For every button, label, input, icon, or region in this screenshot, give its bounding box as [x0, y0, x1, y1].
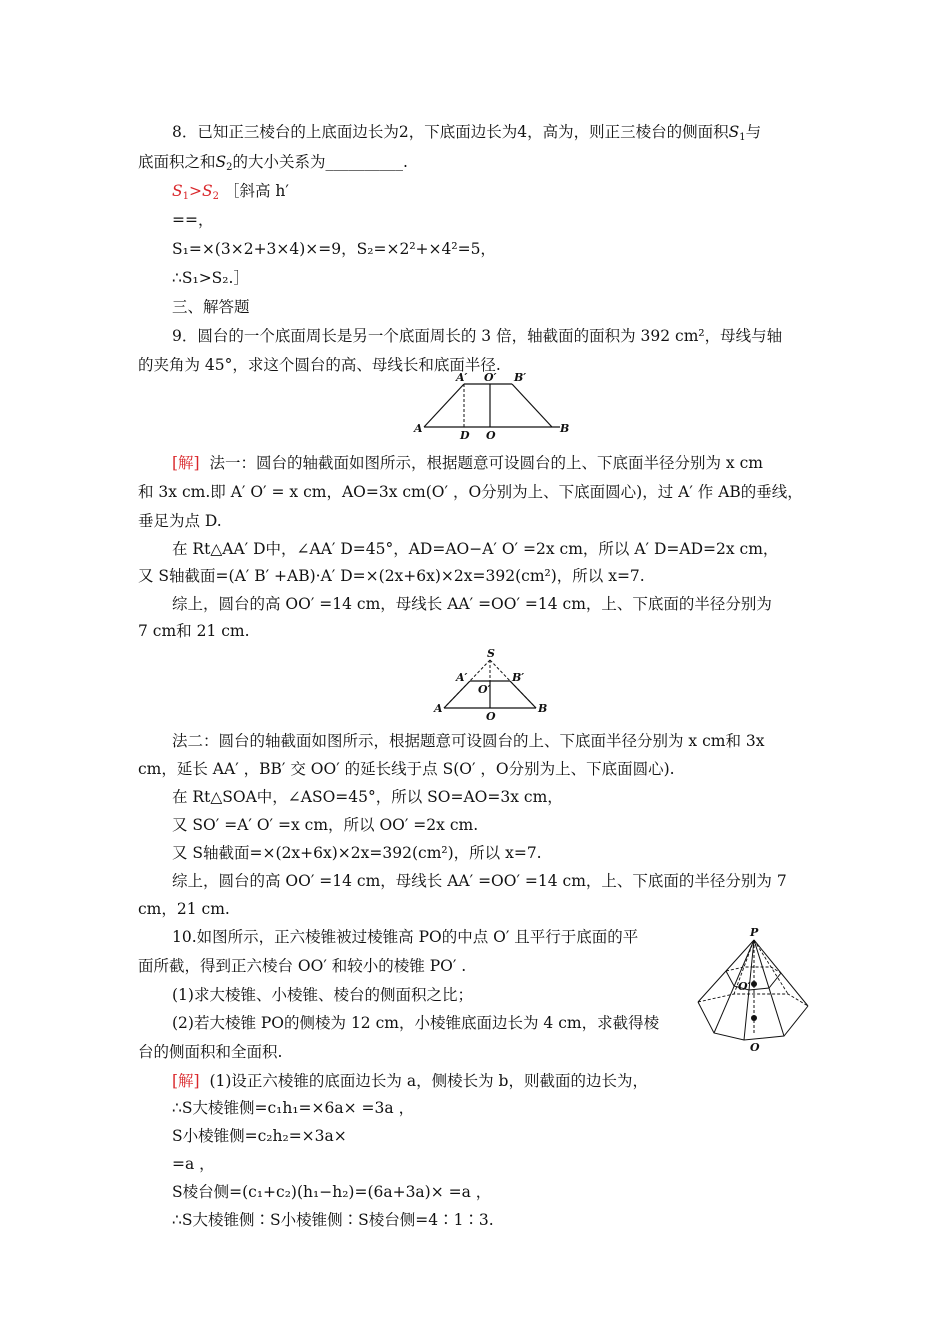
q9-method2-line2: cm，延长 AA′ ，BB′ 交 OO′ 的延长线于点 S(O′ ，O分别为上、下底面圆心).: [138, 760, 675, 778]
fig1-label-b: B: [560, 422, 570, 435]
q8-solution-line3: S₁=×(3×2+3×4)×=9，S₂=×2²+×4²=5，: [172, 240, 496, 258]
q9-line2: 的夹角为 45°，求这个圆台的高、母线长和底面半径.: [138, 356, 501, 374]
q8-solution-line4: ∴S₁>S₂.］: [172, 269, 249, 287]
fig1-label-a-prime: A′: [456, 371, 468, 384]
q9-method1-line7: 7 cm和 21 cm.: [138, 622, 250, 640]
fig3-label-o-prime: O′: [738, 980, 751, 993]
q9-method1-line5: 又 S轴截面=(A′ B′ +AB)·A′ D=×(2x+6x)×2x=392(cm²)，所以 x=7.: [138, 567, 645, 585]
q9-method2-line3: 在 Rt△SOA中，∠ASO=45°，所以 SO=AO=3x cm，: [172, 788, 563, 806]
fig1-label-o: O: [486, 429, 496, 442]
q8-solution-line2: ==，: [172, 211, 214, 229]
q9-line1: 9．圆台的一个底面周长是另一个底面周长的 3 倍，轴截面的面积为 392 cm²，母线与轴: [172, 327, 783, 345]
q10-solution-line3: S小棱锥侧=c₂h₂=×3a×: [172, 1127, 347, 1145]
q8-line1: 8．已知正三棱台的上底面边长为2，下底面边长为4，高为，则正三棱台的侧面积$S_1$与: [172, 123, 762, 143]
fig1-label-d: D: [460, 429, 470, 442]
trapezoid-figure-1: [412, 372, 572, 442]
q10-line3: (1)求大棱锥、小棱锥、棱台的侧面积之比；: [172, 986, 473, 1004]
q10-line5: 台的侧面积和全面积.: [138, 1043, 283, 1061]
section-title: 三、解答题: [172, 298, 250, 316]
solution-tag: [解]: [172, 454, 200, 472]
q10-solution-line6: ∴S大棱锥侧∶S小棱锥侧∶S棱台侧=4∶1∶3.: [172, 1211, 494, 1229]
q9-method1-line2: 和 3x cm.即 A′ O′ = x cm，AO=3x cm(O′ ，O分别为上、下底面圆心)，过 A′ 作 AB的垂线，: [138, 483, 803, 501]
fig1-label-b-prime: B′: [514, 371, 527, 384]
q9-method2-line6: 综上，圆台的高 OO′ =14 cm，母线长 AA′ =OO′ =14 cm，上、下底面的半径分别为 7: [172, 872, 787, 890]
q10-solution-line4: =a ，: [172, 1155, 215, 1173]
q8-line2: 底面积之和$S_2$的大小关系为__________.: [138, 153, 408, 173]
fig2-label-s: S: [487, 647, 495, 660]
q9-method2-line4: 又 SO′ =A′ O′ =x cm，所以 OO′ =2x cm.: [172, 816, 479, 834]
fig2-label-a: A: [434, 702, 443, 715]
trapezoid-figure-2: [426, 648, 556, 723]
q9-method2-line7: cm，21 cm.: [138, 900, 230, 918]
answer-blank: __________: [325, 153, 404, 171]
q9-method1-line6: 综上，圆台的高 OO′ =14 cm，母线长 AA′ =OO′ =14 cm，上、下底面的半径分别为: [172, 595, 772, 613]
fig2-label-o: O: [486, 710, 496, 723]
hexagonal-pyramid-figure: [692, 926, 817, 1061]
q9-method1-line1: [解] 法一：圆台的轴截面如图所示，根据题意可设圆台的上、下底面半径分别为 x cm: [172, 454, 763, 472]
fig3-label-p: P: [750, 926, 759, 939]
fig2-label-b-prime: B′: [512, 671, 525, 684]
q9-method1-line3: 垂足为点 D.: [138, 512, 222, 530]
solution-tag: [解]: [172, 1072, 200, 1090]
fig2-label-b: B: [538, 702, 548, 715]
fig1-label-a: A: [414, 422, 423, 435]
q9-method1-line4: 在 Rt△AA′ D中，∠AA′ D=45°，AD=AO−A′ O′ =2x cm，所以 A′ D=AD=2x cm，: [172, 540, 779, 558]
fig3-label-o: O: [750, 1041, 760, 1054]
answer-key: $S_1>S_2$: [172, 182, 219, 202]
q9-method2-line5: 又 S轴截面=×(2x+6x)×2x=392(cm²)，所以 x=7.: [172, 844, 542, 862]
q10-line1: 10.如图所示，正六棱锥被过棱锥高 PO的中点 O′ 且平行于底面的平: [172, 928, 639, 946]
fig2-label-a-prime: A′: [456, 671, 468, 684]
q10-solution-line2: ∴S大棱锥侧=c₁h₁=×6a× =3a ，: [172, 1099, 415, 1117]
q9-method2-line1: 法二：圆台的轴截面如图所示，根据题意可设圆台的上、下底面半径分别为 x cm和 3x: [172, 732, 765, 750]
fig1-label-o-prime: O′: [484, 371, 497, 384]
q10-solution-line1: [解] (1)设正六棱锥的底面边长为 a，侧棱长为 b，则截面的边长为，: [172, 1072, 648, 1090]
q10-line4: (2)若大棱锥 PO的侧棱为 12 cm，小棱锥底面边长为 4 cm，求截得棱: [172, 1014, 660, 1032]
q10-line2: 面所截，得到正六棱台 OO′ 和较小的棱锥 PO′ .: [138, 957, 467, 975]
q10-solution-line5: S棱台侧=(c₁+c₂)(h₁−h₂)=(6a+3a)× =a ，: [172, 1183, 492, 1201]
fig2-label-o-prime: O′: [478, 683, 491, 696]
q8-answer: $S_1>S_2$ ［斜高 h′: [172, 182, 289, 202]
